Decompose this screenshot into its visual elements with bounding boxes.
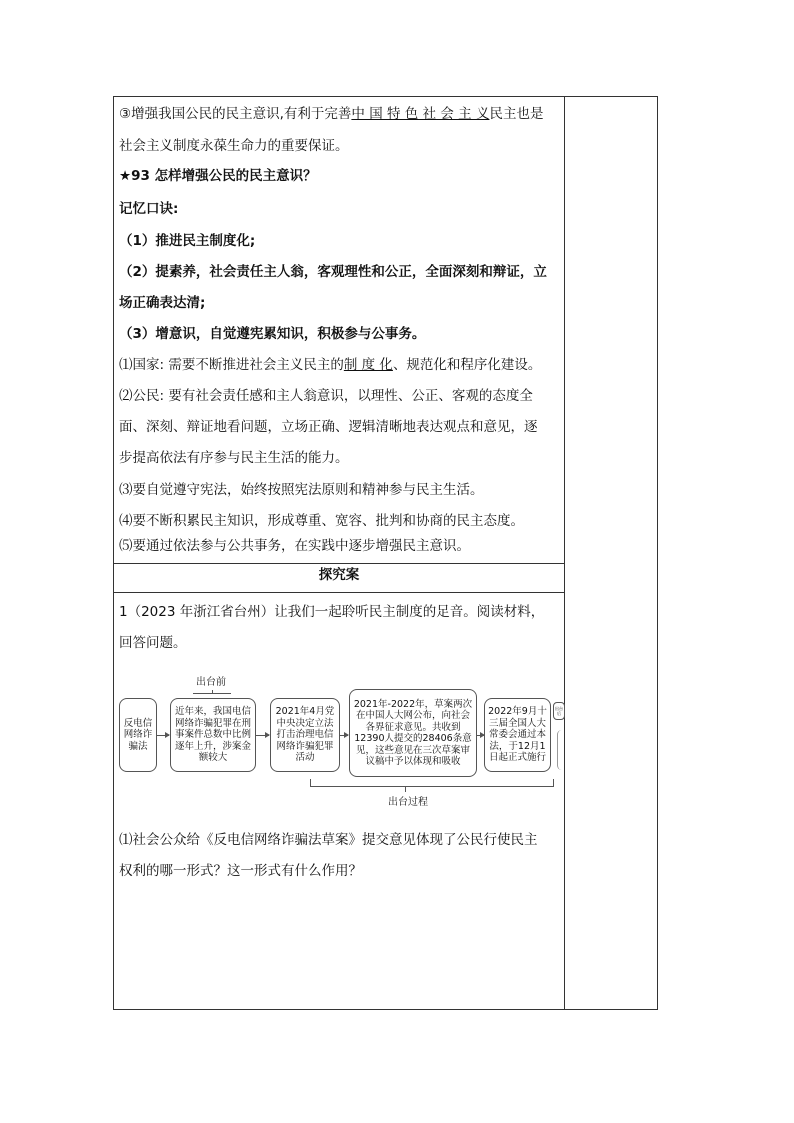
flow-box-after: 出台后: [553, 702, 565, 720]
bracket-bar: [193, 693, 231, 694]
bracket-right: [553, 779, 554, 786]
label-before: 出台前: [196, 677, 226, 688]
mnemonic-item: （1）推进民主制度化;: [119, 233, 256, 249]
label-process: 出台过程: [388, 797, 428, 808]
text-line: ⑵公民: 要有社会责任感和主人翁意识，以理性、公正、客观的态度全: [119, 388, 533, 404]
text-line: 面、深刻、辩证地看问题，立场正确、逻辑清晰地表达观点和意见，逐: [119, 419, 538, 435]
bracket-tick: [405, 787, 406, 792]
section-title: 探究案: [318, 567, 360, 583]
flow-box-adoption: 2022年9月十三届全国人大常委会通过本法，于12月1日起正式施行: [484, 698, 551, 772]
question-text: 1（2023 年浙江省台州）让我们一起聆听民主制度的足音。阅读材料，: [119, 604, 545, 620]
question-text: 回答问题。: [119, 635, 187, 651]
mnemonic-item: （3）增意识，自觉遵宪累知识，积极参与公事务。: [119, 326, 426, 342]
text-line: ⑸要通过依法参与公共事务，在实践中逐步增强民主意识。: [119, 538, 470, 554]
text-line: 步提高依法有序参与民主生活的能力。: [119, 450, 349, 466]
mnemonic-item: （2）提素养，社会责任主人翁，客观理性和公正，全面深刻和辩证，立: [119, 264, 547, 280]
flow-arrow: [256, 735, 269, 736]
flow-arrow: [157, 735, 169, 736]
flow-box-consultation: 2021年-2022年，草案两次在中国人大网公布，向社会各界征求意见。共收到12390人提交的28406条意见，这些意见在三次草案审议稿中予以体现和吸收: [349, 689, 477, 777]
row-divider-2: [113, 592, 565, 593]
text-line: ③增强我国公民的民主意识,有利于完善中 国 特 色 社 会 主 义民主也是: [119, 106, 544, 122]
mnemonic-label: 记忆口诀:: [119, 201, 179, 217]
flow-arrow: [477, 735, 484, 736]
text-line: ⑷要不断积累民主知识，形成尊重、宽容、批判和协商的民主态度。: [119, 513, 524, 529]
row-divider-1: [113, 563, 565, 564]
flow-box-law: 反电信网络诈骗法: [119, 698, 157, 772]
text-line: 社会主义制度永葆生命力的重要保证。: [119, 138, 349, 154]
flow-connector: [557, 730, 566, 770]
mnemonic-item: 场正确表达清;: [119, 295, 206, 311]
flow-box-background: 近年来，我国电信网络诈骗犯罪在刑事案件总数中比例逐年上升，涉案金额较大: [170, 698, 256, 772]
flow-box-decision: 2021年4月党中央决定立法打击治理电信网络诈骗犯罪活动: [270, 698, 340, 772]
column-divider: [564, 96, 565, 1010]
bracket-bottom: [310, 786, 554, 787]
text-line: ⑶要自觉遵守宪法，始终按照宪法原则和精神参与民主生活。: [119, 482, 484, 498]
flow-arrow: [340, 735, 348, 736]
sub-question: 权利的哪一形式？这一形式有什么作用？: [119, 863, 362, 879]
text-line: ⑴国家: 需要不断推进社会主义民主的制 度 化、规范化和程序化建设。: [119, 357, 542, 373]
bracket-left: [310, 779, 311, 786]
sub-question: ⑴社会公众给《反电信网络诈骗法草案》提交意见体现了公民行使民主: [119, 832, 538, 848]
question-heading: ★93 怎样增强公民的民主意识？: [119, 168, 317, 184]
